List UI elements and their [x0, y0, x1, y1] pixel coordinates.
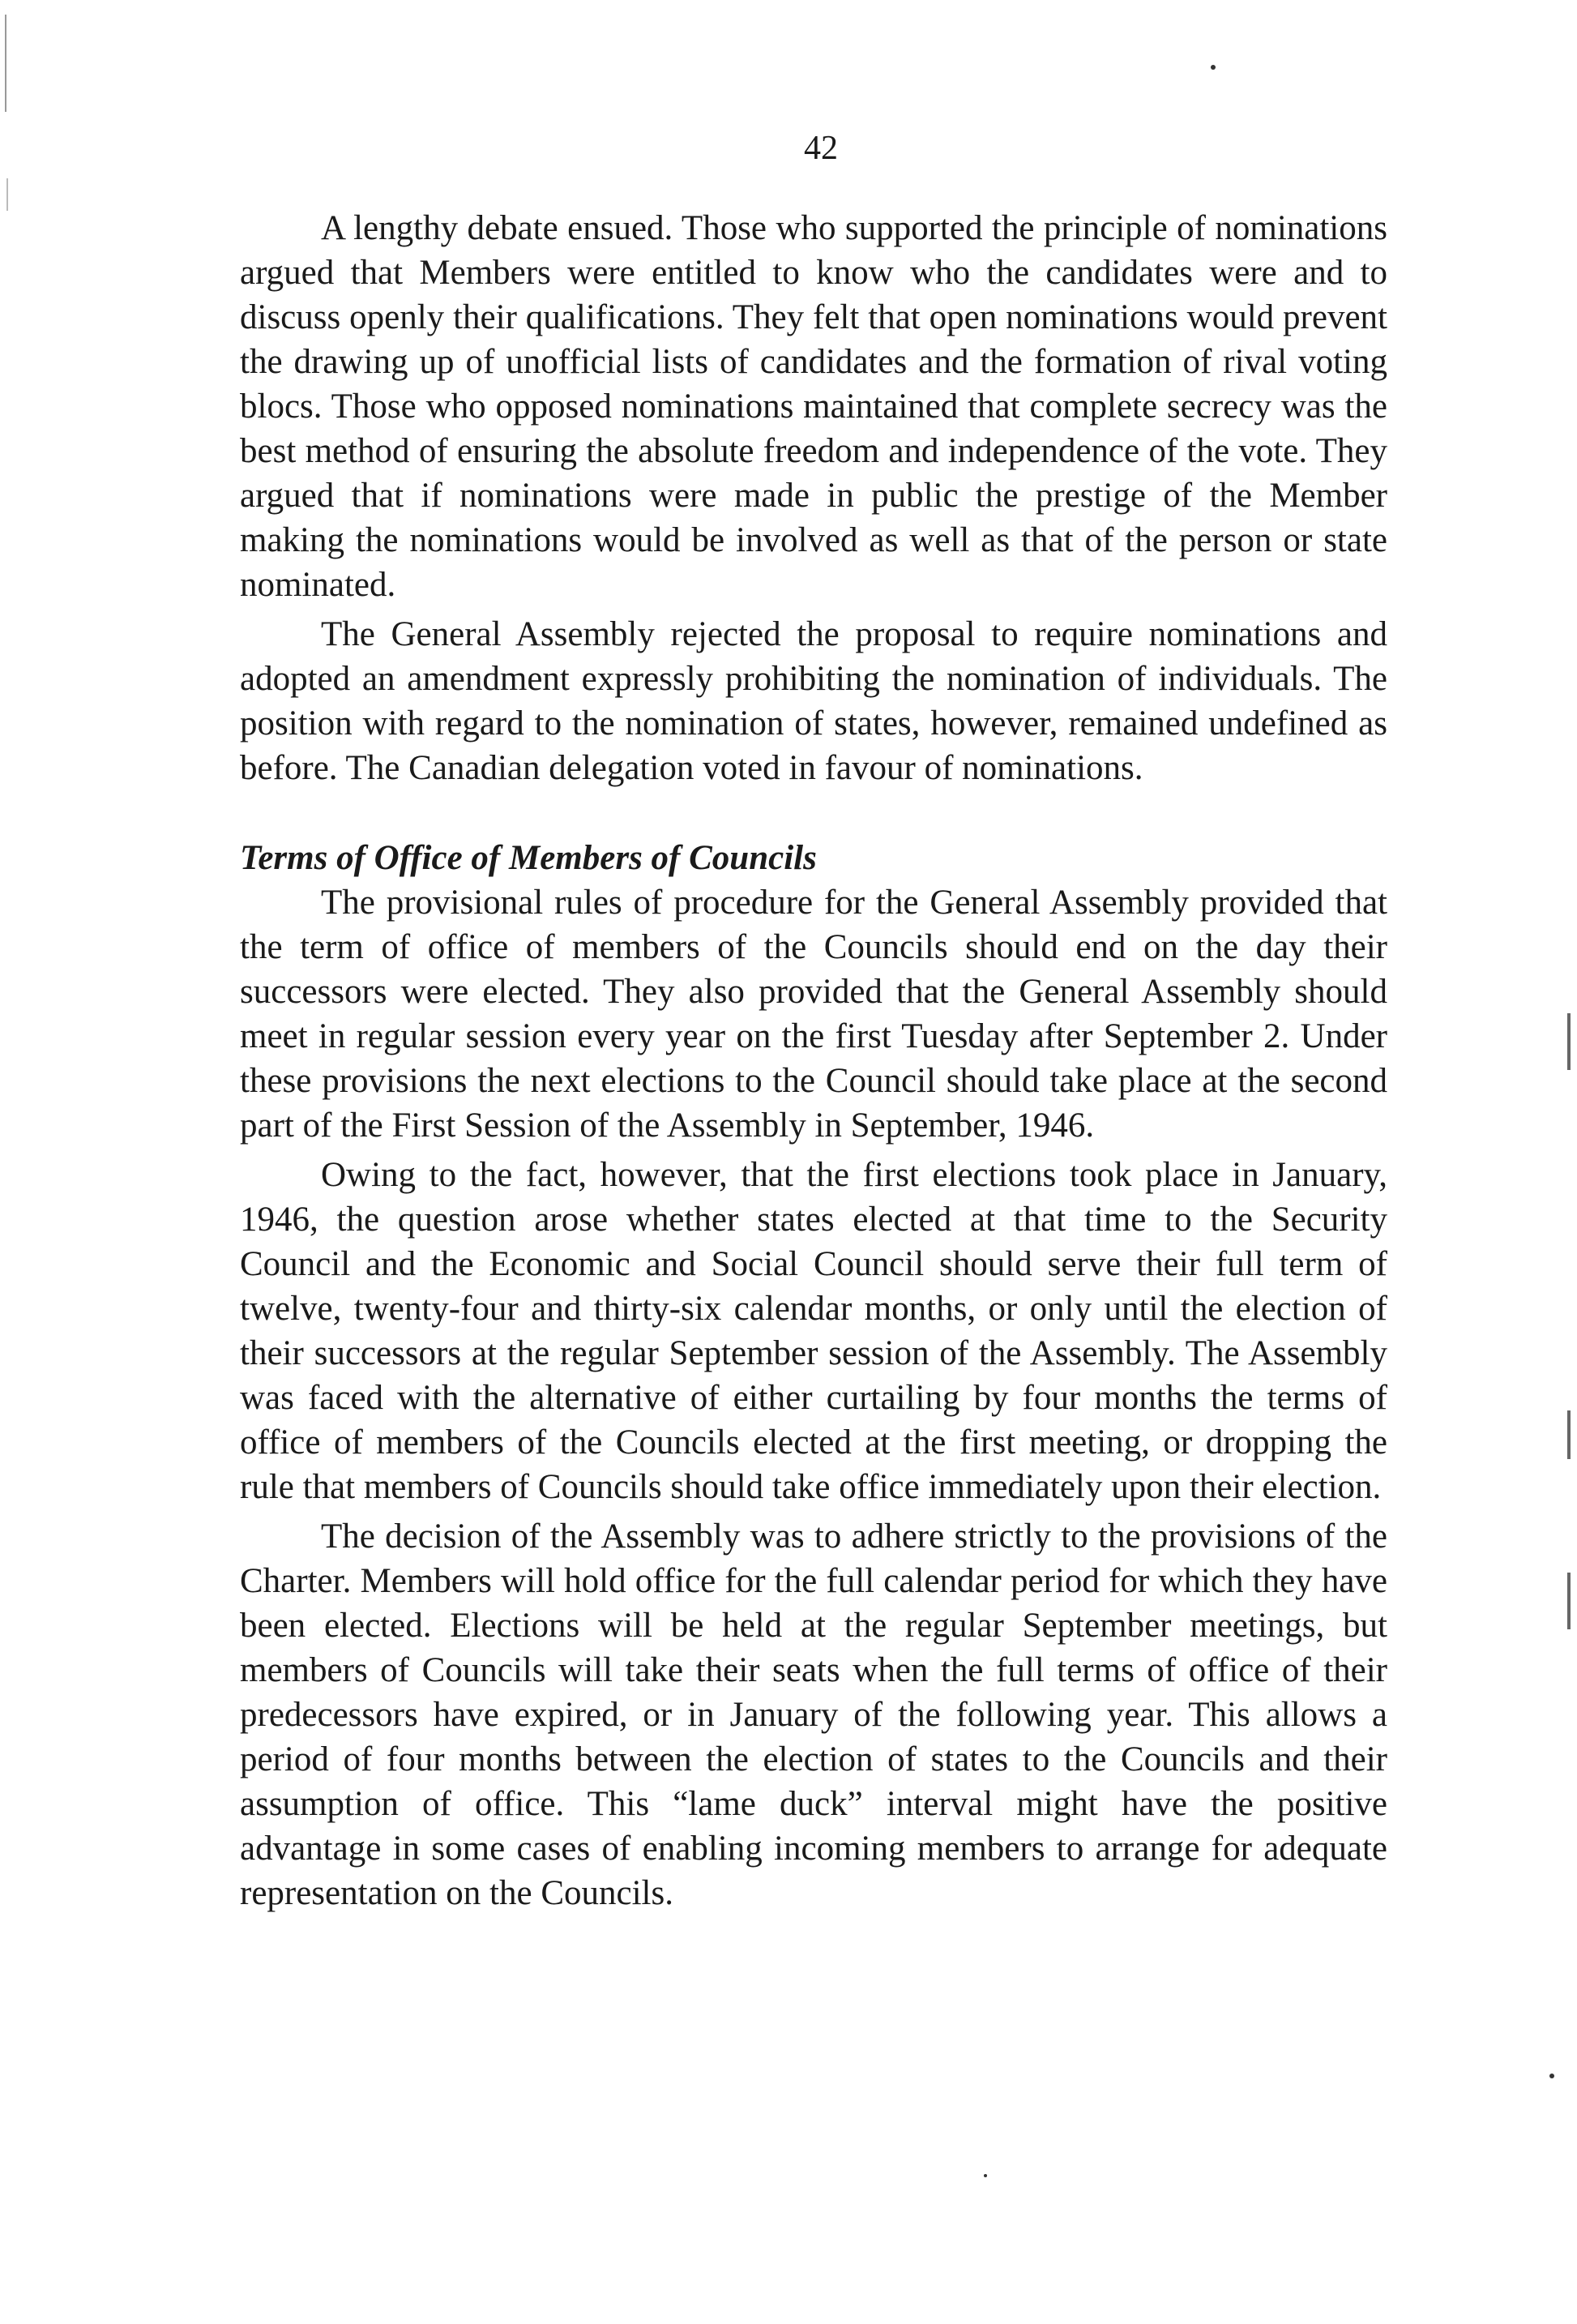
- section-heading: Terms of Office of Members of Councils: [240, 839, 817, 877]
- paragraph-provisional-rules: The provisional rules of procedure for the General Assembly provided that the term of office of members of the Councils should end on the day their successors were elected. They also provided that the General Assembly should meet in regular session every year on the first Tuesday after September 2. Under these provisions the next elections to the Council should take place at the second part of the First Session of the Assembly in September, 1946.: [240, 884, 1387, 1145]
- paragraph-first-elections: Owing to the fact, however, that the first elections took place in January, 1946, the question arose whether states elected at that time to the Security Council and the Economic and Social Council should serve their full term of twelve, twenty-four and thirty-six calendar months, or only until the election of their successors at the regular September session of the Assembly. The Assembly was faced with the alternative of either curtailing by four months the terms of office of members of the Councils elected at the first meeting, or dropping the rule that members of Councils should take office immediately upon their election.: [240, 1156, 1387, 1506]
- scan-speck-2: [1549, 2074, 1554, 2078]
- paragraph-assembly-rejection: The General Assembly rejected the proposal to require nominations and adopted an amendment expressly prohibiting the nomination of individuals. The position with regard to the nomination of states, however, remained undefined as before. The Canadian delegation voted in favour of nominations.: [240, 615, 1387, 787]
- paragraph-assembly-decision: The decision of the Assembly was to adhere strictly to the provisions of the Charter. Members will hold office for the full calendar period for which they have been elected. Elections will be held at the regular September meetings, but members of Councils will take their seats when the full terms of office of their predecessors have expired, or in January of the following year. This allows a period of four months between the election of states to the Councils and their assumption of office. This “lame duck” interval might have the positive advantage in some cases of enabling incoming members to arrange for adequate representation on the Councils.: [240, 1517, 1387, 1912]
- paragraph-debate: A lengthy debate ensued. Those who supported the principle of nominations argued that Members were entitled to know who the candidates were and to discuss openly their qualifications. They felt that open nominations would prevent the drawing up of unofficial lists of candidates and the formation of rival voting blocs. Those who opposed nominations maintained that complete secrecy was the best method of ensuring the absolute freedom and independence of the vote. They argued that if nominations were made in public the prestige of the Member making the nominations would be involved as well as that of the person or state nominated.: [240, 209, 1387, 604]
- scan-speck: [1211, 65, 1216, 70]
- right-margin-scan-mark-3: [1567, 1573, 1571, 1629]
- body-text: [240, 206, 1387, 1920]
- left-margin-scan-mark-2: [6, 178, 8, 211]
- page-number: 42: [804, 130, 838, 167]
- right-margin-scan-mark-2: [1567, 1410, 1571, 1459]
- scan-speck-3: [984, 2174, 987, 2177]
- right-margin-scan-mark: [1567, 1013, 1571, 1070]
- left-margin-scan-mark: [5, 15, 6, 112]
